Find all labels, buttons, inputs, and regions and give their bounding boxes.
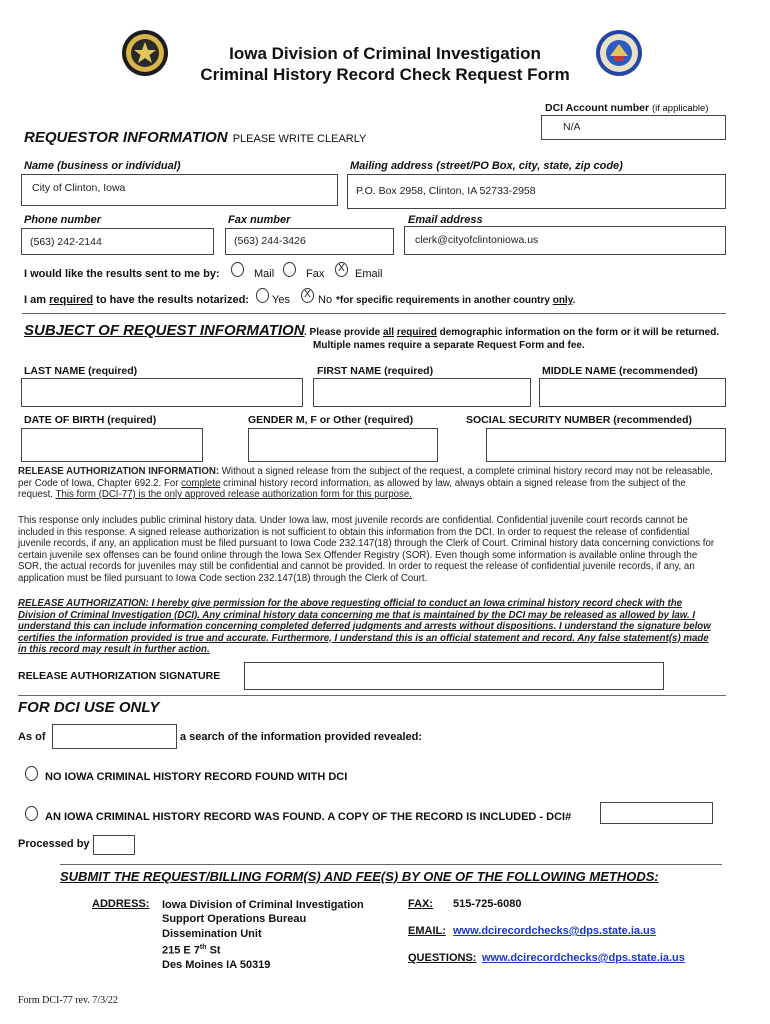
dci-account-label: DCI Account number (if applicable) — [545, 102, 709, 114]
submit-heading: SUBMIT THE REQUEST/BILLING FORM(S) AND FEE(S) BY ONE OF THE FOLLOWING METHODS: — [60, 869, 659, 884]
subject-note-line2: Multiple names require a separate Request Form and fee. — [313, 340, 585, 351]
mailing-address-block: Iowa Division of Criminal Investigation Support Operations Bureau Dissemination Unit 215 E 7th St Des Moines IA 50319 — [162, 899, 364, 971]
notarized-no-radio[interactable]: X — [301, 288, 314, 303]
ssn-label: SOCIAL SECURITY NUMBER (recommended) — [466, 414, 692, 426]
no-record-option: NO IOWA CRIMINAL HISTORY RECORD FOUND WITH DCI — [45, 771, 348, 783]
middle-name-label: MIDDLE NAME (recommended) — [542, 365, 698, 377]
dci-account-field[interactable]: N/A — [541, 115, 726, 140]
as-of-label: As of — [18, 731, 46, 743]
signature-field[interactable] — [244, 662, 664, 690]
subject-note-line1: . Please provide all required demographic information on the form or it will be returned. — [304, 327, 720, 338]
record-found-option: AN IOWA CRIMINAL HISTORY RECORD WAS FOUND. A COPY OF THE RECORD IS INCLUDED - DCI# — [45, 811, 572, 823]
release-authorization-statement: RELEASE AUTHORIZATION: I hereby give permission for the above requesting official to conduct an Iowa criminal history record check with the Division of Criminal Investigation (DCI). Any criminal history data concerning me that is maintained by the DCI may be released as allowed by law. I understand this can include information concerning completed deferred judgments and arrests without dispositions. I understand the signature below certifies the information provided is true and accurate. Furthermore, I understand this is an official statement and record. Any false statement(s) made in this record may result in further action. — [18, 598, 711, 655]
name-field[interactable]: City of Clinton, Iowa — [21, 174, 338, 206]
first-name-field[interactable] — [313, 378, 531, 407]
submit-fax-value: 515-725-6080 — [453, 898, 522, 910]
subject-heading: SUBJECT OF REQUEST INFORMATION — [24, 322, 305, 339]
questions-label: QUESTIONS: — [408, 952, 477, 964]
processed-by-field[interactable] — [93, 835, 135, 855]
dob-field[interactable] — [21, 428, 203, 462]
record-found-radio[interactable] — [25, 806, 38, 821]
notarized-yes-radio[interactable] — [256, 288, 269, 303]
mail-option-label: Mail — [254, 268, 275, 280]
last-name-field[interactable] — [21, 378, 303, 407]
requestor-heading: REQUESTOR INFORMATION PLEASE WRITE CLEARLY — [24, 129, 367, 146]
no-record-radio[interactable] — [25, 766, 38, 781]
last-name-label: LAST NAME (required) — [24, 365, 138, 377]
dob-label: DATE OF BIRTH (required) — [24, 414, 157, 426]
section-divider — [22, 313, 726, 314]
notarized-no-label: No — [318, 294, 333, 306]
gender-field[interactable] — [248, 428, 438, 462]
release-info-paragraph: RELEASE AUTHORIZATION INFORMATION: Without a signed release from the subject of the request, a complete criminal history record may not be releasable, per Code of Iowa, Chapter 692.2. For complete criminal history record information, as allowed by law, always obtain a signed release from the subject of the request. This form (DCI-77) is the only approved release authorization form for this purpose. — [18, 466, 713, 500]
gender-label: GENDER M, F or Other (required) — [248, 414, 414, 426]
form-revision: Form DCI-77 rev. 7/3/22 — [18, 995, 118, 1006]
dci-use-heading: FOR DCI USE ONLY — [18, 699, 160, 716]
submit-email-label: EMAIL: — [408, 925, 446, 937]
notarized-yes-label: Yes — [272, 294, 290, 306]
email-field[interactable]: clerk@cityofclintoniowa.us — [404, 226, 726, 255]
email-radio[interactable]: X — [335, 262, 348, 277]
questions-email-link[interactable]: www.dcirecordchecks@dps.state.ia.us — [482, 952, 685, 964]
signature-divider — [18, 695, 726, 696]
name-label: Name (business or individual) — [24, 160, 181, 172]
form-title-line2: Criminal History Record Check Request Form — [200, 65, 570, 84]
submit-fax-label: FAX: — [408, 898, 434, 910]
dci-use-divider — [60, 864, 722, 865]
address-label: Mailing address (street/PO Box, city, state, zip code) — [350, 160, 623, 172]
phone-label: Phone number — [24, 214, 102, 226]
fax-option-label: Fax — [306, 268, 325, 280]
fax-radio[interactable] — [283, 262, 296, 277]
signature-label: RELEASE AUTHORIZATION SIGNATURE — [18, 670, 221, 682]
as-of-field[interactable] — [52, 724, 177, 749]
notarized-label: I am required to have the results notarized: — [24, 294, 249, 306]
juvenile-records-paragraph: This response only includes public criminal history data. Under Iowa law, most juvenile records are confidential. Confidential juvenile court records cannot be included in this response. A signed release authorization is not sufficient to obtain this information from the DCI. In order to request the release of confidential juvenile records, if any, an application must be filed pursuant to Iowa Code 232.147(18) through the Clerk of Court. Criminal history data concerning convictions for certain juvenile sex offenses can be found online through the Iowa Sex Offender Registry (SOR). Even though some information is available online through the SOR, the actual records for juveniles may still be confidential and cannot be provided. In order to request the release of confidential juvenile records, if any, an application must be filed pursuant to Iowa Code section 232.147(18) through the Clerk of Court. — [18, 515, 715, 584]
results-delivery-label: I would like the results sent to me by: — [24, 268, 220, 280]
submit-email-link[interactable]: www.dcirecordchecks@dps.state.ia.us — [453, 925, 656, 937]
middle-name-field[interactable] — [539, 378, 726, 407]
address-field[interactable]: P.O. Box 2958, Clinton, IA 52733-2958 — [347, 174, 726, 209]
fax-label: Fax number — [228, 214, 291, 226]
dci-number-field[interactable] — [600, 802, 713, 824]
notarized-note: *for specific requirements in another country only. — [336, 295, 576, 306]
first-name-label: FIRST NAME (required) — [317, 365, 434, 377]
email-option-label: Email — [355, 268, 383, 280]
phone-field[interactable]: (563) 242-2144 — [21, 228, 214, 255]
form-title-line1: Iowa Division of Criminal Investigation — [229, 44, 541, 63]
ssn-field[interactable] — [486, 428, 726, 462]
fax-field[interactable]: (563) 244-3426 — [225, 228, 394, 255]
mailing-address-label: ADDRESS: — [92, 898, 150, 910]
search-revealed-text: a search of the information provided revealed: — [180, 731, 423, 743]
email-label: Email address — [408, 214, 483, 226]
mail-radio[interactable] — [231, 262, 244, 277]
processed-by-label: Processed by — [18, 838, 90, 850]
